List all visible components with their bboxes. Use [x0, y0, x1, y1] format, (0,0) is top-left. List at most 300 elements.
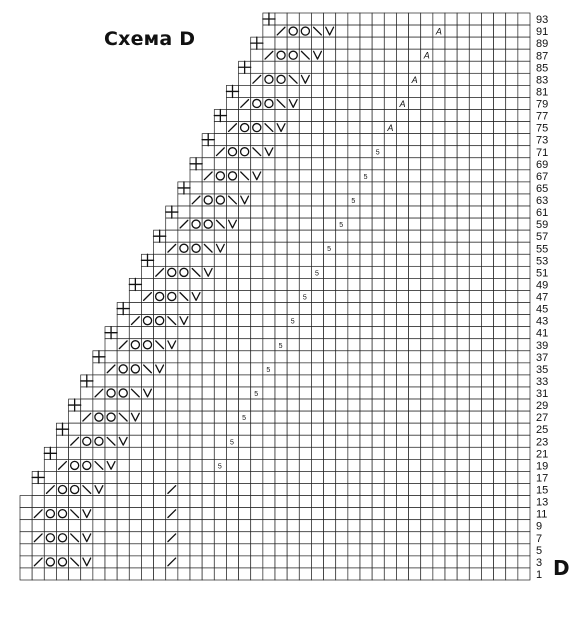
grid-cell: [311, 435, 323, 447]
grid-cell: [445, 447, 457, 459]
grid-cell: [275, 327, 287, 339]
grid-cell: [360, 351, 372, 363]
grid-cell: [518, 49, 530, 61]
grid-cell: [421, 242, 433, 254]
grid-cell: [251, 339, 263, 351]
grid-cell: [81, 399, 93, 411]
grid-cell: [409, 375, 421, 387]
grid-cell: [348, 435, 360, 447]
grid-cell: [421, 303, 433, 315]
grid-cell: [469, 170, 481, 182]
grid-cell: [154, 483, 166, 495]
grid-cell: [202, 520, 214, 532]
grid-cell: [518, 315, 530, 327]
grid-cell: [311, 146, 323, 158]
grid-cell: [202, 375, 214, 387]
grid-cell: [299, 363, 311, 375]
grid-cell: [263, 61, 275, 73]
grid-cell: [311, 532, 323, 544]
grid-cell: [239, 363, 251, 375]
grid-cell: [324, 556, 336, 568]
grid-cell: [311, 194, 323, 206]
small-5-symbol: 5: [339, 222, 344, 230]
grid-cell: [190, 170, 202, 182]
grid-cell: [494, 435, 506, 447]
grid-cell: [445, 435, 457, 447]
grid-cell: [263, 37, 275, 49]
grid-cell: [348, 363, 360, 375]
grid-cell: [263, 254, 275, 266]
grid-cell: [275, 351, 287, 363]
grid-cell: [481, 182, 493, 194]
grid-cell: [299, 254, 311, 266]
grid-cell: [360, 254, 372, 266]
grid-cell: [311, 351, 323, 363]
grid-cell: [384, 532, 396, 544]
grid-cell: [360, 556, 372, 568]
grid-cell: [360, 37, 372, 49]
grid-cell: [263, 182, 275, 194]
grid-cell: [311, 73, 323, 85]
grid-cell: [348, 411, 360, 423]
row-number: 63: [536, 195, 549, 208]
grid-cell: [372, 339, 384, 351]
grid-cell: [506, 278, 518, 290]
grid-cell: [433, 315, 445, 327]
grid-cell: [396, 49, 408, 61]
grid-cell: [506, 327, 518, 339]
grid-cell: [251, 471, 263, 483]
grid-cell: [457, 435, 469, 447]
grid-cell: [275, 110, 287, 122]
grid-cell: [348, 146, 360, 158]
grid-cell: [275, 61, 287, 73]
grid-cell: [421, 483, 433, 495]
grid-cell: [506, 158, 518, 170]
grid-cell: [384, 496, 396, 508]
grid-cell: [360, 447, 372, 459]
grid-cell: [299, 37, 311, 49]
grid-cell: [141, 411, 153, 423]
grid-cell: [190, 254, 202, 266]
grid-cell: [190, 375, 202, 387]
grid-cell: [287, 459, 299, 471]
grid-cell: [421, 315, 433, 327]
grid-cell: [445, 194, 457, 206]
grid-cell: [518, 435, 530, 447]
grid-cell: [251, 423, 263, 435]
grid-cell: [494, 459, 506, 471]
grid-cell: [384, 327, 396, 339]
grid-cell: [154, 242, 166, 254]
row-numbers: [536, 14, 548, 581]
grid-cell: [251, 399, 263, 411]
grid-cell: [384, 435, 396, 447]
grid-cell: [348, 97, 360, 109]
grid-cell: [311, 508, 323, 520]
grid-cell: [324, 544, 336, 556]
grid-cell: [166, 278, 178, 290]
grid-cell: [129, 496, 141, 508]
grid-cell: [506, 399, 518, 411]
grid-cell: [348, 254, 360, 266]
grid-cell: [433, 399, 445, 411]
grid-cell: [275, 278, 287, 290]
grid-cell: [275, 411, 287, 423]
row-number: 77: [536, 110, 549, 123]
grid-cell: [445, 278, 457, 290]
grid-cell: [518, 290, 530, 302]
grid-cell: [445, 363, 457, 375]
grid-cell: [178, 303, 190, 315]
grid-cell: [214, 290, 226, 302]
grid-cell: [360, 25, 372, 37]
grid-cell: [129, 483, 141, 495]
grid-cell: [506, 170, 518, 182]
grid-cell: [396, 290, 408, 302]
grid-cell: [117, 471, 129, 483]
grid-cell: [433, 97, 445, 109]
grid-cell: [178, 351, 190, 363]
grid-cell: [457, 471, 469, 483]
grid-cell: [360, 411, 372, 423]
grid-cell: [226, 182, 238, 194]
small-5-symbol: 5: [327, 246, 332, 254]
grid-cell: [251, 85, 263, 97]
grid-cell: [251, 49, 263, 61]
grid-cell: [360, 158, 372, 170]
grid-cell: [421, 447, 433, 459]
row-number: 57: [536, 231, 549, 244]
grid-cell: [324, 266, 336, 278]
grid-cell: [117, 532, 129, 544]
grid-cell: [348, 85, 360, 97]
grid-cell: [469, 339, 481, 351]
grid-cell: [409, 483, 421, 495]
grid-cell: [409, 399, 421, 411]
grid-cell: [226, 483, 238, 495]
grid-cell: [409, 544, 421, 556]
grid-cell: [372, 61, 384, 73]
grid-cell: [372, 327, 384, 339]
grid-cell: [445, 110, 457, 122]
grid-cell: [93, 568, 105, 580]
grid-cell: [421, 568, 433, 580]
grid-cell: [372, 206, 384, 218]
grid-cell: [360, 375, 372, 387]
grid-cell: [141, 496, 153, 508]
row-number: 49: [536, 279, 549, 292]
grid-cell: [251, 435, 263, 447]
grid-cell: [372, 97, 384, 109]
grid-cell: [421, 158, 433, 170]
grid-cell: [494, 447, 506, 459]
grid-cell: [190, 447, 202, 459]
small-5-symbol: 5: [242, 415, 247, 423]
grid-cell: [202, 423, 214, 435]
grid-cell: [263, 568, 275, 580]
grid-cell: [372, 110, 384, 122]
grid-cell: [324, 73, 336, 85]
grid-cell: [324, 508, 336, 520]
small-5-symbol: 5: [217, 463, 222, 471]
grid-cell: [336, 351, 348, 363]
grid-cell: [202, 206, 214, 218]
grid-cell: [190, 399, 202, 411]
grid-cell: [214, 266, 226, 278]
grid-cell: [226, 508, 238, 520]
grid-cell: [239, 459, 251, 471]
row-number: 43: [536, 315, 549, 328]
grid-cell: [518, 146, 530, 158]
grid-cell: [506, 556, 518, 568]
grid-cell: [275, 459, 287, 471]
grid-cell: [287, 278, 299, 290]
grid-cell: [324, 375, 336, 387]
grid-cell: [324, 315, 336, 327]
grid-cell: [433, 266, 445, 278]
row-number: 11: [536, 508, 548, 521]
grid-cell: [384, 206, 396, 218]
grid-cell: [481, 146, 493, 158]
grid-cell: [117, 556, 129, 568]
grid-cell: [324, 170, 336, 182]
grid-cell: [445, 327, 457, 339]
grid-cell: [396, 459, 408, 471]
grid-cell: [445, 254, 457, 266]
grid-cell: [518, 266, 530, 278]
grid-cell: [409, 351, 421, 363]
grid-cell: [360, 471, 372, 483]
grid-cell: [93, 363, 105, 375]
grid-cell: [299, 218, 311, 230]
grid-cell: [469, 411, 481, 423]
grid-cell: [311, 13, 323, 25]
grid-cell: [372, 49, 384, 61]
grid-cell: [202, 158, 214, 170]
grid-cell: [287, 110, 299, 122]
grid-cell: [190, 303, 202, 315]
grid-cell: [202, 447, 214, 459]
grid-cell: [494, 218, 506, 230]
grid-cell: [226, 339, 238, 351]
grid-cell: [20, 556, 32, 568]
grid-cell: [202, 182, 214, 194]
grid-cell: [457, 459, 469, 471]
grid-cell: [299, 447, 311, 459]
grid-cell: [506, 146, 518, 158]
grid-cell: [287, 532, 299, 544]
grid-cell: [384, 556, 396, 568]
grid-cell: [226, 375, 238, 387]
grid-cell: [239, 206, 251, 218]
grid-cell: [445, 206, 457, 218]
grid-cell: [190, 471, 202, 483]
grid-cell: [141, 266, 153, 278]
grid-cell: [360, 218, 372, 230]
grid-cell: [481, 242, 493, 254]
grid-cell: [287, 351, 299, 363]
grid-cell: [275, 194, 287, 206]
grid-cell: [311, 218, 323, 230]
grid-cell: [263, 25, 275, 37]
grid-cell: [311, 122, 323, 134]
grid-cell: [481, 471, 493, 483]
grid-cell: [372, 266, 384, 278]
grid-cell: [518, 242, 530, 254]
grid-cell: [384, 13, 396, 25]
grid-cell: [457, 122, 469, 134]
grid-cell: [348, 496, 360, 508]
grid-cell: [93, 520, 105, 532]
grid-cell: [469, 387, 481, 399]
grid-cell: [105, 568, 117, 580]
grid-cell: [421, 508, 433, 520]
grid-cell: [506, 73, 518, 85]
grid-cell: [360, 423, 372, 435]
grid-cell: [141, 544, 153, 556]
grid-cell: [263, 375, 275, 387]
grid-cell: [178, 339, 190, 351]
grid-cell: [299, 315, 311, 327]
grid-cell: [336, 496, 348, 508]
grid-cell: [518, 363, 530, 375]
grid-cell: [154, 375, 166, 387]
grid-cell: [275, 218, 287, 230]
grid-cell: [287, 182, 299, 194]
grid-cell: [141, 532, 153, 544]
grid-cell: [81, 387, 93, 399]
grid-cell: [433, 532, 445, 544]
grid-cell: [469, 158, 481, 170]
grid-cell: [214, 375, 226, 387]
grid-cell: [518, 508, 530, 520]
row-number: 25: [536, 424, 549, 437]
grid-cell: [129, 544, 141, 556]
grid-cell: [226, 97, 238, 109]
grid-cell: [336, 170, 348, 182]
grid-cell: [44, 568, 56, 580]
grid-cell: [396, 37, 408, 49]
grid-cell: [311, 375, 323, 387]
grid-cell: [372, 532, 384, 544]
grid-cell: [409, 85, 421, 97]
grid-cell: [178, 399, 190, 411]
grid-cell: [251, 134, 263, 146]
grid-cell: [239, 73, 251, 85]
grid-cells: [20, 13, 530, 580]
grid-cell: [445, 134, 457, 146]
grid-cell: [251, 411, 263, 423]
grid-cell: [117, 423, 129, 435]
grid-cell: [226, 399, 238, 411]
grid-cell: [287, 520, 299, 532]
grid-cell: [251, 447, 263, 459]
grid-cell: [360, 496, 372, 508]
grid-cell: [518, 339, 530, 351]
grid-cell: [239, 315, 251, 327]
grid-cell: [372, 544, 384, 556]
a-mark-symbol: A: [435, 26, 442, 37]
grid-cell: [494, 411, 506, 423]
grid-cell: [239, 182, 251, 194]
grid-cell: [433, 290, 445, 302]
grid-cell: [396, 544, 408, 556]
grid-cell: [396, 230, 408, 242]
grid-cell: [360, 206, 372, 218]
grid-cell: [469, 194, 481, 206]
grid-cell: [56, 568, 68, 580]
grid-cell: [263, 170, 275, 182]
grid-cell: [506, 134, 518, 146]
grid-cell: [311, 278, 323, 290]
grid-cell: [178, 375, 190, 387]
grid-cell: [299, 206, 311, 218]
grid-cell: [251, 290, 263, 302]
grid-cell: [117, 459, 129, 471]
grid-cell: [469, 230, 481, 242]
grid-cell: [202, 363, 214, 375]
grid-cell: [178, 496, 190, 508]
grid-cell: [445, 520, 457, 532]
grid-cell: [445, 242, 457, 254]
row-number: 81: [536, 86, 549, 99]
grid-cell: [348, 13, 360, 25]
grid-cell: [214, 483, 226, 495]
grid-cell: [129, 423, 141, 435]
grid-cell: [287, 194, 299, 206]
grid-cell: [287, 327, 299, 339]
grid-cell: [518, 278, 530, 290]
grid-cell: [117, 520, 129, 532]
grid-cell: [494, 387, 506, 399]
grid-cell: [105, 520, 117, 532]
grid-cell: [506, 49, 518, 61]
grid-cell: [311, 182, 323, 194]
grid-cell: [105, 351, 117, 363]
grid-cell: [494, 158, 506, 170]
grid-cell: [336, 25, 348, 37]
grid-cell: [311, 387, 323, 399]
grid-cell: [409, 242, 421, 254]
grid-cell: [348, 122, 360, 134]
grid-cell: [494, 97, 506, 109]
grid-cell: [518, 73, 530, 85]
grid-cell: [275, 399, 287, 411]
grid-cell: [129, 351, 141, 363]
grid-cell: [178, 483, 190, 495]
row-number: 61: [536, 207, 549, 220]
grid-cell: [336, 73, 348, 85]
grid-cell: [384, 61, 396, 73]
grid-cell: [372, 25, 384, 37]
grid-cell: [433, 363, 445, 375]
grid-cell: [190, 339, 202, 351]
grid-cell: [275, 375, 287, 387]
grid-cell: [251, 363, 263, 375]
grid-cell: [336, 266, 348, 278]
grid-cell: [457, 351, 469, 363]
grid-cell: [457, 158, 469, 170]
chart-letter: D: [553, 556, 570, 580]
grid-cell: [275, 146, 287, 158]
grid-cell: [348, 230, 360, 242]
grid-cell: [263, 520, 275, 532]
grid-cell: [518, 303, 530, 315]
grid-cell: [178, 508, 190, 520]
grid-cell: [154, 520, 166, 532]
small-5-symbol: 5: [290, 318, 295, 326]
